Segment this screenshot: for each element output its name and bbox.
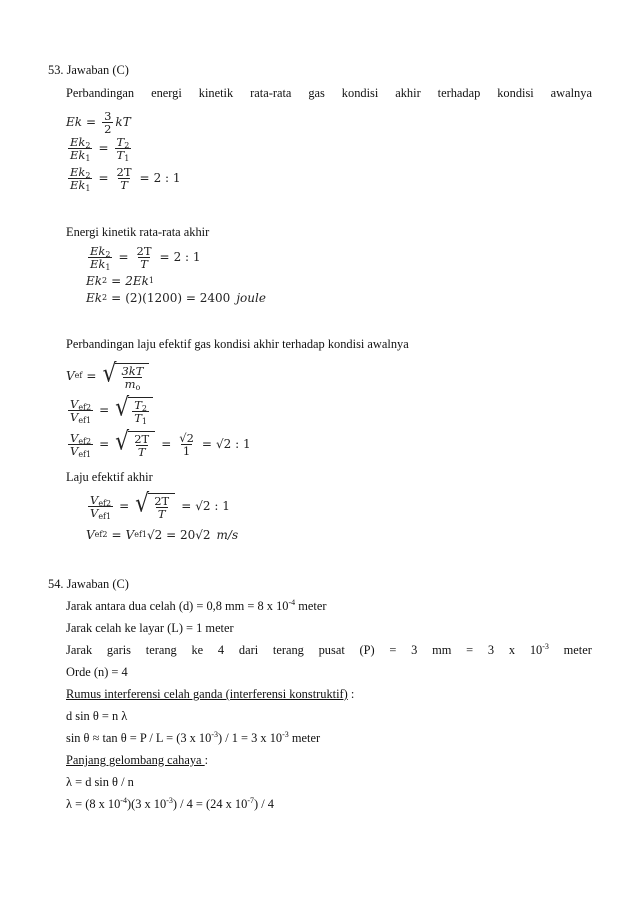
eq-ek-ratio-temperature: $\frac{Ek_2}{Ek_1}$ = $\frac{T_2}{T_1}$: [70, 134, 130, 163]
q53-heading: 53. Jawaban (C): [48, 63, 129, 77]
q54-sine-approx: sin θ ≈ tan θ = P / L = (3 x $10^{-3}) / 1 = 3$ x $10^{-3}$ meter: [66, 730, 321, 745]
q54-order: Orde (n) = 4: [66, 665, 128, 679]
eq-vef-formula: V ef = √ $\frac{3kT}{m_o}$: [66, 358, 151, 394]
q53-section-final-velocity: Laju efektif akhir: [66, 470, 153, 484]
eq-vef2-value: V ef2 = V ef1 √2 = 20√2 m/s: [86, 528, 239, 542]
eq-ek-ratio-result: $\frac{Ek_2}{Ek_1}$ = $\frac{2T}{T}$ = 2 : 1: [70, 164, 181, 193]
q54-formula-title: Rumus interferensi celah ganda (interferensi konstruktif) :: [66, 687, 355, 701]
q54-wavelength-calc: λ = (8 x $10^{-4})(3$ x $10^{-3}) / 4 = (24$ x $10^{-7}) / 4$: [66, 796, 274, 811]
eq-ek-final-ratio: $\frac{Ek_2}{Ek_1}$ = $\frac{2T}{T}$ = 2 : 1: [90, 243, 201, 272]
q54-formula: d sin θ = n λ: [66, 709, 128, 723]
q53-section-velocity-ratio: Perbandingan laju efektif gas kondisi akhir terhadap kondisi awalnya: [66, 337, 409, 351]
q54-fringe-distance: Jarak garis terang ke 4 dari terang pusat (P) = 3 mm = 3 x $10^{-3}$ meter: [66, 642, 592, 657]
eq-vef-final-ratio: $\frac{V_{ef2}}{V_{ef1}}$ = √ $\frac{2T}{T}$ = √2 : 1: [90, 489, 230, 521]
q54-slit-distance: Jarak antara dua celah (d) = 0,8 mm = 8 x $10^{-4}$ meter: [66, 598, 327, 613]
eq-ek-formula: Ek = $\frac{3}{2}$ kT: [66, 108, 131, 136]
q54-screen-distance: Jarak celah ke layar (L) = 1 meter: [66, 621, 234, 635]
eq-ek2-equals-2ek1: Ek 2 = 2Ek 1: [86, 274, 154, 288]
q53-intro: Perbandingan energi kinetik rata-rata gas kondisi akhir terhadap kondisi awalnya: [66, 86, 592, 100]
q54-wavelength-formula: λ = d sin θ / n: [66, 775, 134, 789]
eq-ek2-value: Ek 2 = (2)(1200) = 2400 joule: [86, 291, 266, 305]
q54-wavelength-title: Panjang gelombang cahaya :: [66, 753, 209, 767]
q53-section-final-kinetic-energy: Energi kinetik rata-rata akhir: [66, 225, 210, 239]
eq-vef-ratio-result: $\frac{V_{ef2}}{V_{ef1}}$ = √ $\frac{2T}{T}$ = $\frac{√2}{1}$ = √2 : 1: [70, 427, 251, 459]
q54-heading: 54. Jawaban (C): [48, 577, 129, 591]
eq-vef-ratio-temperature: $\frac{V_{ef2}}{V_{ef1}}$ = √ $\frac{T_2}{T_1}$: [66, 392, 155, 428]
